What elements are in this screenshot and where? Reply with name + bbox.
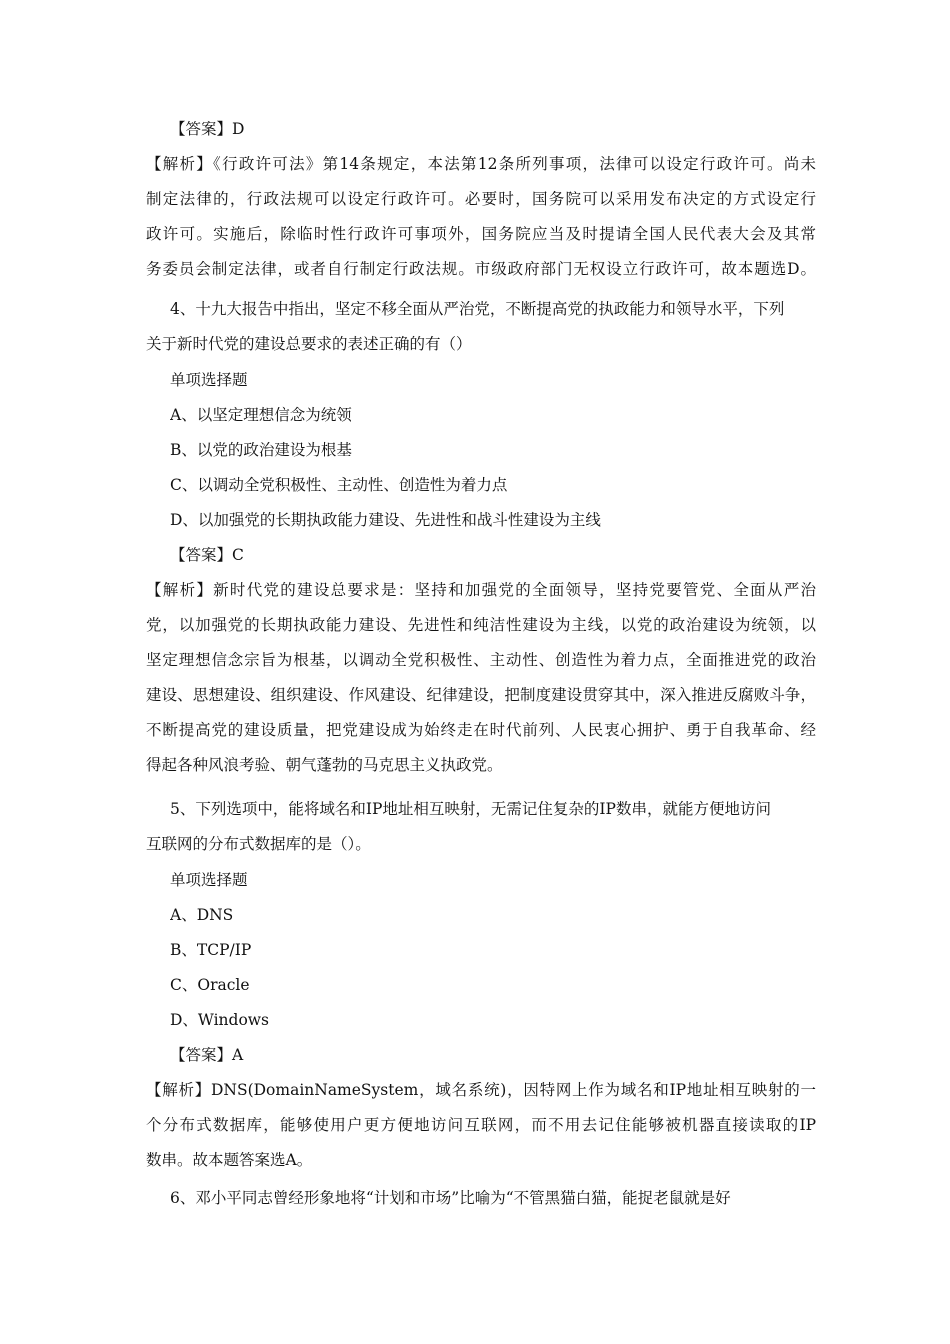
- q4-option-b: B、以党的政治建设为根基: [170, 441, 352, 459]
- q4-stem-line-1: 4、十九大报告中指出，坚定不移全面从严治党，不断提高党的执政能力和领导水平，下列: [170, 300, 785, 318]
- q4-analysis-line-2: 党，以加强党的长期执政能力建设、先进性和纯洁性建设为主线，以党的政治建设为统领，以: [146, 616, 816, 634]
- q5-option-b: B、TCP/IP: [170, 941, 252, 959]
- q4-analysis-line-6: 得起各种风浪考验、朝气蓬勃的马克思主义执政党。: [146, 756, 503, 774]
- q4-stem-line-2: 关于新时代党的建设总要求的表述正确的有（）: [146, 335, 472, 353]
- q5-option-c: C、Oracle: [170, 976, 250, 994]
- q6-stem-line-1: 6、邓小平同志曾经形象地将“计划和市场”比喻为“不管黑猫白猫，能捉老鼠就是好: [170, 1189, 731, 1207]
- q5-question-type: 单项选择题: [170, 871, 248, 889]
- q5-analysis-line-1: 【解析】DNS(DomainNameSystem，域名系统)，因特网上作为域名和IP地址相互映射的一: [146, 1081, 816, 1099]
- q5-option-d: D、Windows: [170, 1011, 270, 1029]
- q3-analysis-line-1: 【解析】《行政许可法》第14条规定，本法第12条所列事项，法律可以设定行政许可。尚未: [146, 155, 816, 173]
- q3-analysis-line-3: 政许可。实施后，除临时性行政许可事项外，国务院应当及时提请全国人民代表大会及其常: [146, 225, 816, 243]
- q4-answer: 【答案】C: [170, 546, 244, 564]
- q5-analysis-line-2: 个分布式数据库，能够使用户更方便地访问互联网，而不用去记住能够被机器直接读取的IP: [146, 1116, 816, 1134]
- q4-analysis-line-3: 坚定理想信念宗旨为根基，以调动全党积极性、主动性、创造性为着力点，全面推进党的政治: [146, 651, 816, 669]
- q5-answer: 【答案】A: [170, 1046, 244, 1064]
- q4-option-a: A、以坚定理想信念为统领: [170, 406, 352, 424]
- q5-analysis-line-3: 数串。故本题答案选A。: [146, 1151, 313, 1169]
- q3-answer: 【答案】D: [170, 120, 245, 138]
- q4-option-c: C、以调动全党积极性、主动性、创造性为着力点: [170, 476, 508, 494]
- q5-stem-line-1: 5、下列选项中，能将域名和IP地址相互映射，无需记住复杂的IP数串，就能方便地访问: [170, 800, 771, 818]
- q4-option-d: D、以加强党的长期执政能力建设、先进性和战斗性建设为主线: [170, 511, 601, 529]
- q4-question-type: 单项选择题: [170, 371, 248, 389]
- q4-analysis-line-5: 不断提高党的建设质量，把党建设成为始终走在时代前列、人民衷心拥护、勇于自我革命、经: [146, 721, 816, 739]
- q4-analysis-line-1: 【解析】新时代党的建设总要求是：坚持和加强党的全面领导，坚持党要管党、全面从严治: [146, 581, 816, 599]
- q5-option-a: A、DNS: [170, 906, 234, 924]
- q3-analysis-line-4: 务委员会制定法律，或者自行制定行政法规。市级政府部门无权设立行政许可，故本题选D。: [146, 260, 816, 278]
- q4-analysis-line-4: 建设、思想建设、组织建设、作风建设、纪律建设，把制度建设贯穿其中，深入推进反腐败斗争，: [146, 686, 816, 704]
- q5-stem-line-2: 互联网的分布式数据库的是（）。: [146, 835, 371, 853]
- q3-analysis-line-2: 制定法律的，行政法规可以设定行政许可。必要时，国务院可以采用发布决定的方式设定行: [146, 190, 816, 208]
